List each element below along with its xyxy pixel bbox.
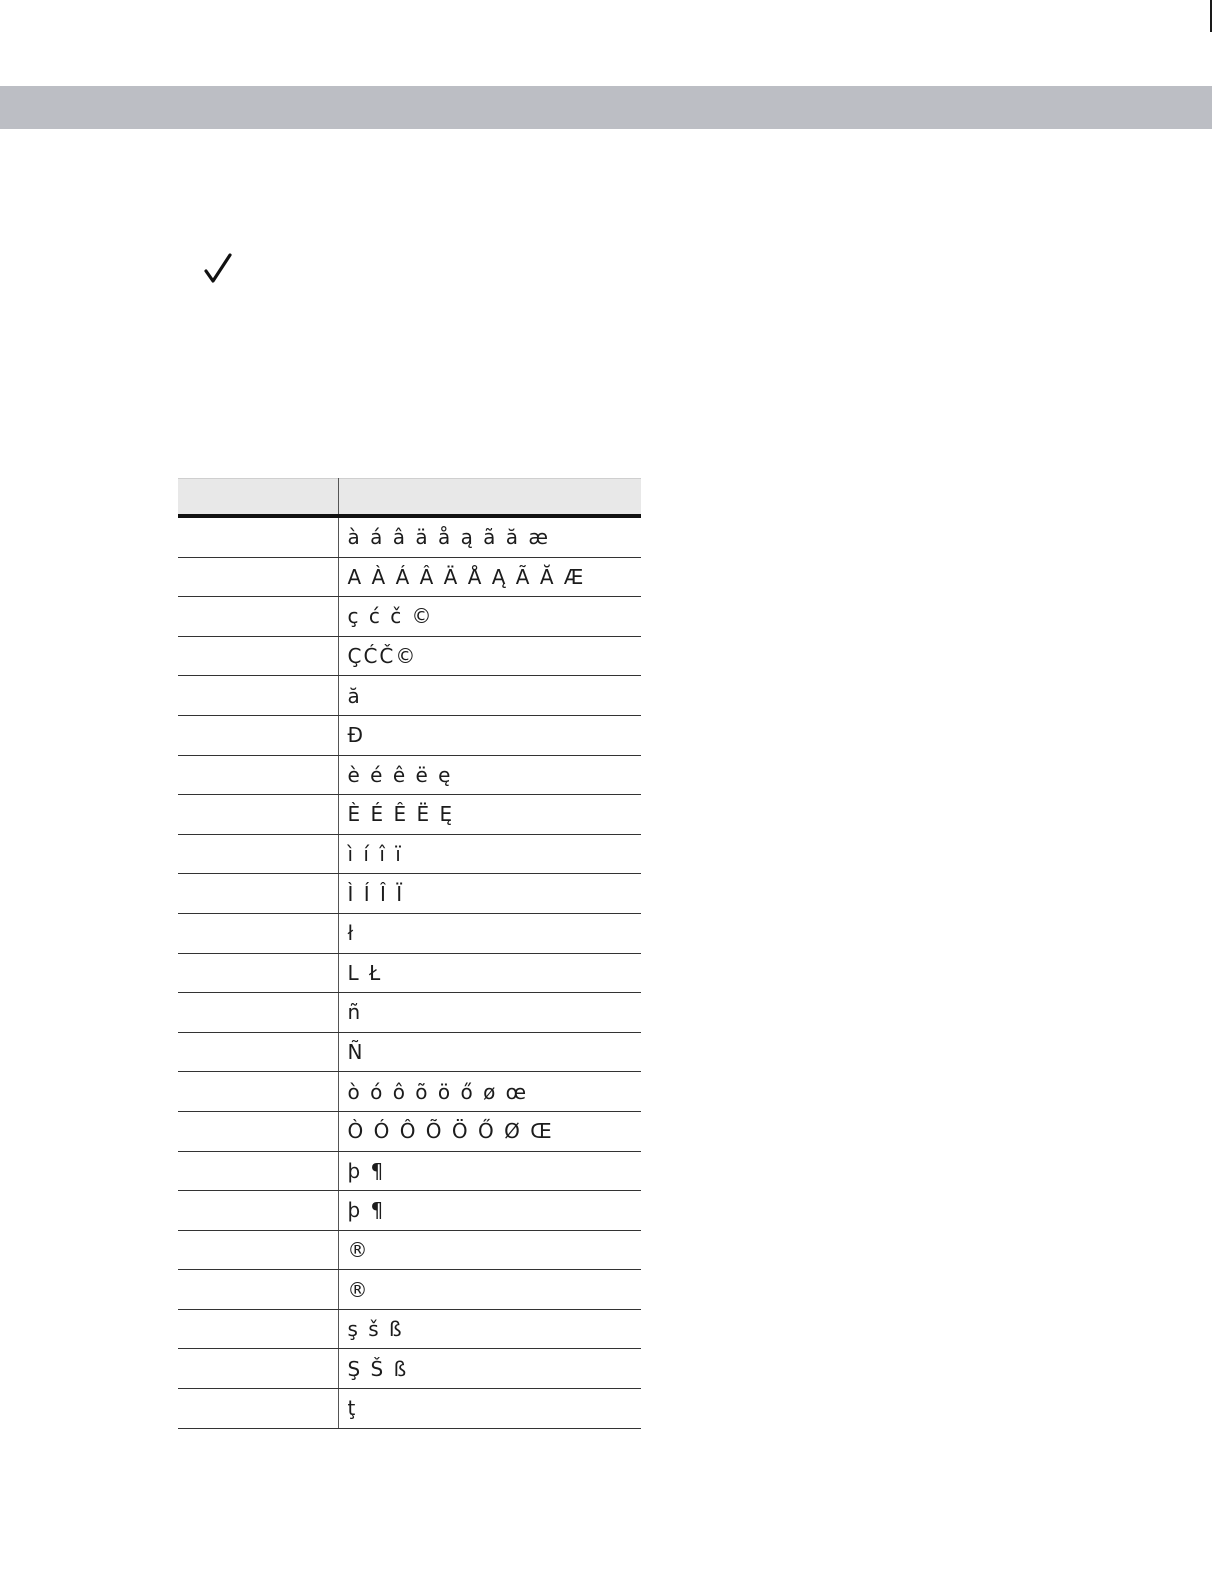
row-code-cell (178, 913, 338, 953)
table-row (178, 597, 641, 637)
row-code-cell (178, 1389, 338, 1429)
column-header-characters (338, 479, 641, 517)
row-code-cell (178, 953, 338, 993)
table-row (178, 795, 641, 835)
table-row (178, 715, 641, 755)
table-row (178, 1230, 641, 1270)
row-code-cell (178, 834, 338, 874)
table-row (178, 557, 641, 597)
checkmark-icon-svg (203, 252, 233, 286)
row-characters-cell: ® (338, 1230, 641, 1270)
checkmark-icon (203, 252, 233, 286)
row-code-cell (178, 795, 338, 835)
row-code-cell (178, 1111, 338, 1151)
table-row (178, 1111, 641, 1151)
table-row (178, 1072, 641, 1112)
row-code-cell (178, 874, 338, 914)
character-table (178, 478, 641, 1429)
row-code-cell (178, 1309, 338, 1349)
table-row (178, 1032, 641, 1072)
row-characters-cell: A À Á Â Ä Å Ą Ã Ă Æ (338, 557, 641, 597)
row-characters-cell: Ò Ó Ô Õ Ö Ő Ø Œ (338, 1111, 641, 1151)
row-characters-cell: È É Ê Ë Ę (338, 795, 641, 835)
row-code-cell (178, 557, 338, 597)
table-row (178, 1389, 641, 1429)
character-table-wrapper (178, 478, 641, 1429)
table-body (178, 516, 641, 1428)
row-code-cell (178, 676, 338, 716)
table-row (178, 913, 641, 953)
row-characters-cell: ñ (338, 993, 641, 1033)
row-characters-cell: Ì Í Î Ï (338, 874, 641, 914)
table-row (178, 1309, 641, 1349)
row-characters-cell: Đ (338, 715, 641, 755)
table-row (178, 1270, 641, 1310)
row-characters-cell: à á â ä å ą ã ă æ (338, 516, 641, 557)
chapter-header-band (0, 86, 1212, 129)
table-header-row (178, 479, 641, 517)
row-code-cell (178, 993, 338, 1033)
page-top-rule (0, 0, 1212, 36)
row-code-cell (178, 597, 338, 637)
row-characters-cell: ł (338, 913, 641, 953)
table-row (178, 874, 641, 914)
row-code-cell (178, 1349, 338, 1389)
row-code-cell (178, 1230, 338, 1270)
row-characters-cell: ÇĆČ© (338, 636, 641, 676)
table-row (178, 993, 641, 1033)
row-characters-cell: ò ó ô õ ö ő ø œ (338, 1072, 641, 1112)
row-characters-cell: L Ł (338, 953, 641, 993)
table-row (178, 516, 641, 557)
row-characters-cell: ă (338, 676, 641, 716)
row-code-cell (178, 1270, 338, 1310)
row-characters-cell: þ ¶ (338, 1191, 641, 1231)
row-code-cell (178, 636, 338, 676)
row-characters-cell: ş š ß (338, 1309, 641, 1349)
table-row (178, 755, 641, 795)
table-row (178, 953, 641, 993)
table-row (178, 1191, 641, 1231)
row-code-cell (178, 715, 338, 755)
row-characters-cell: Ş Š ß (338, 1349, 641, 1389)
row-characters-cell: Ñ (338, 1032, 641, 1072)
row-characters-cell: þ ¶ (338, 1151, 641, 1191)
row-characters-cell: ® (338, 1270, 641, 1310)
table-row (178, 636, 641, 676)
row-code-cell (178, 755, 338, 795)
row-characters-cell: ì í î ï (338, 834, 641, 874)
row-code-cell (178, 1032, 338, 1072)
row-characters-cell: è é ê ë ę (338, 755, 641, 795)
row-characters-cell: ţ (338, 1389, 641, 1429)
row-code-cell (178, 516, 338, 557)
row-code-cell (178, 1191, 338, 1231)
table-row (178, 834, 641, 874)
row-code-cell (178, 1072, 338, 1112)
row-code-cell (178, 1151, 338, 1191)
table-row (178, 1151, 641, 1191)
table-row (178, 676, 641, 716)
column-header-code (178, 479, 338, 517)
row-characters-cell: ç ć č © (338, 597, 641, 637)
table-row (178, 1349, 641, 1389)
